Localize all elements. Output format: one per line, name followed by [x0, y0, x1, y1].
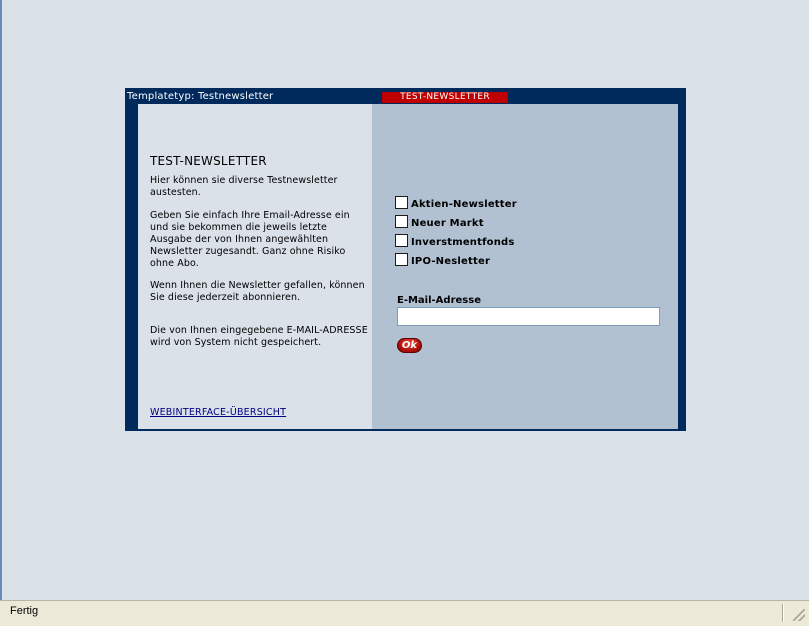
page-title: TEST-NEWSLETTER [150, 154, 267, 168]
status-divider [782, 604, 783, 622]
option-label: Inverstmentfonds [411, 236, 515, 248]
option-label: IPO-Nesletter [411, 255, 491, 267]
option-label: Neuer Markt [411, 217, 484, 229]
template-type-label: Templatetyp: Testnewsletter [127, 91, 274, 102]
neuer-markt-checkbox[interactable] [395, 215, 408, 228]
window-left-border [0, 0, 5, 600]
ipo-newsletter-checkbox[interactable] [395, 253, 408, 266]
option-investmentfonds[interactable] [395, 234, 515, 250]
browser-status-bar [0, 600, 809, 626]
status-text: Fertig [10, 605, 39, 617]
ok-button[interactable]: Ok [397, 338, 422, 353]
newsletter-panel [125, 88, 686, 431]
aktien-newsletter-checkbox[interactable] [395, 196, 408, 209]
test-newsletter-tab: TEST-NEWSLETTER [382, 92, 508, 103]
instructions-text: Geben Sie einfach Ihre Email-Adresse ein und sie bekommen die jeweils letzte Ausgabe der von Ihnen angewählten Newsletter zugesandt. Ganz ohne Risiko ohne Abo. [150, 210, 350, 269]
email-field-label: E-Mail-Adresse [397, 295, 481, 306]
option-ipo-newsletter[interactable] [395, 253, 490, 269]
email-field[interactable] [397, 307, 660, 326]
option-label: Aktien-Newsletter [411, 198, 517, 210]
resize-grip-icon[interactable] [793, 609, 805, 621]
option-neuer-markt[interactable] [395, 215, 484, 231]
webinterface-overview-link[interactable]: WEBINTERFACE-ÜBERSICHT [150, 407, 287, 418]
option-aktien-newsletter[interactable] [395, 196, 517, 212]
subscribe-info-text: Wenn Ihnen die Newsletter gefallen, können Sie diese jederzeit abonnieren. [150, 280, 365, 303]
form-pane [372, 104, 678, 429]
privacy-note-text: Die von Ihnen eingegebene E-MAIL-ADRESSE wird von System nicht gespeichert. [150, 325, 368, 348]
intro-text: Hier können sie diverse Testnewsletter austesten. [150, 175, 338, 198]
investmentfonds-checkbox[interactable] [395, 234, 408, 247]
info-pane [138, 104, 372, 429]
